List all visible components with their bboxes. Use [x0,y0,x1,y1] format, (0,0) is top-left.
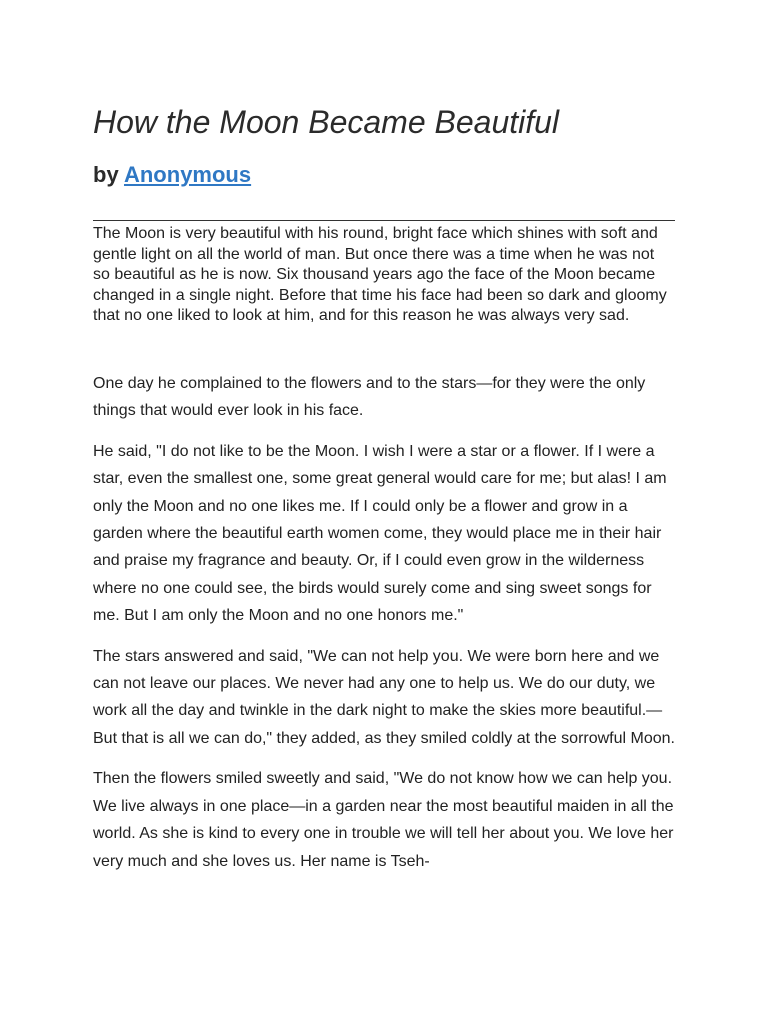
story-title: How the Moon Became Beautiful [93,104,560,140]
author-link[interactable]: Anonymous [123,162,252,187]
byline [93,160,251,190]
paragraph: He said, "I do not like to be the Moon. I wish I were a star or a flower. If I were a star, even the smallest one, some great general would care for me; but alas! I am only the Moon and no one likes me. If I could only be a flower and grow in a garden where the beautiful earth women come, they would place me in their hair and praise my fragrance and beauty. Or, if I could even grow in the wilderness where no one could see, the birds would surely come and sing sweet songs for me. But I am only the Moon and no one honors me." [93,442,667,625]
paragraph: One day he complained to the flowers and to the stars—for they were the only things that would ever look in his face. [93,375,646,420]
intro-paragraph: The Moon is very beautiful with his round, bright face which shines with soft and gentle light on all the world of man. But once there was a time when he was not so beautiful as he is now. Six thousand years ago the face of the Moon became changed in a single night. Before that time his face had been so dark and gloomy that no one liked to look at him, and for this reason he was always very sad. [93,225,667,324]
paragraph: The stars answered and said, "We can not help you. We were born here and we can not leave our places. We never had any one to help us. We do our duty, we work all the day and twinkle in the dark night to make the skies more beautiful.—But that is all we can do," they added, as they smiled coldly at the sorrowful Moon. [93,647,675,747]
byline-prefix: by [93,162,119,187]
story-body [93,370,675,888]
paragraph: Then the flowers smiled sweetly and said, "We do not know how we can help you. We live always in one place—in a garden near the most beautiful maiden in all the world. As she is kind to every one in trouble we will tell her about you. We love her very much and she loves us. Her name is Tseh- [93,770,674,870]
divider [93,220,675,221]
